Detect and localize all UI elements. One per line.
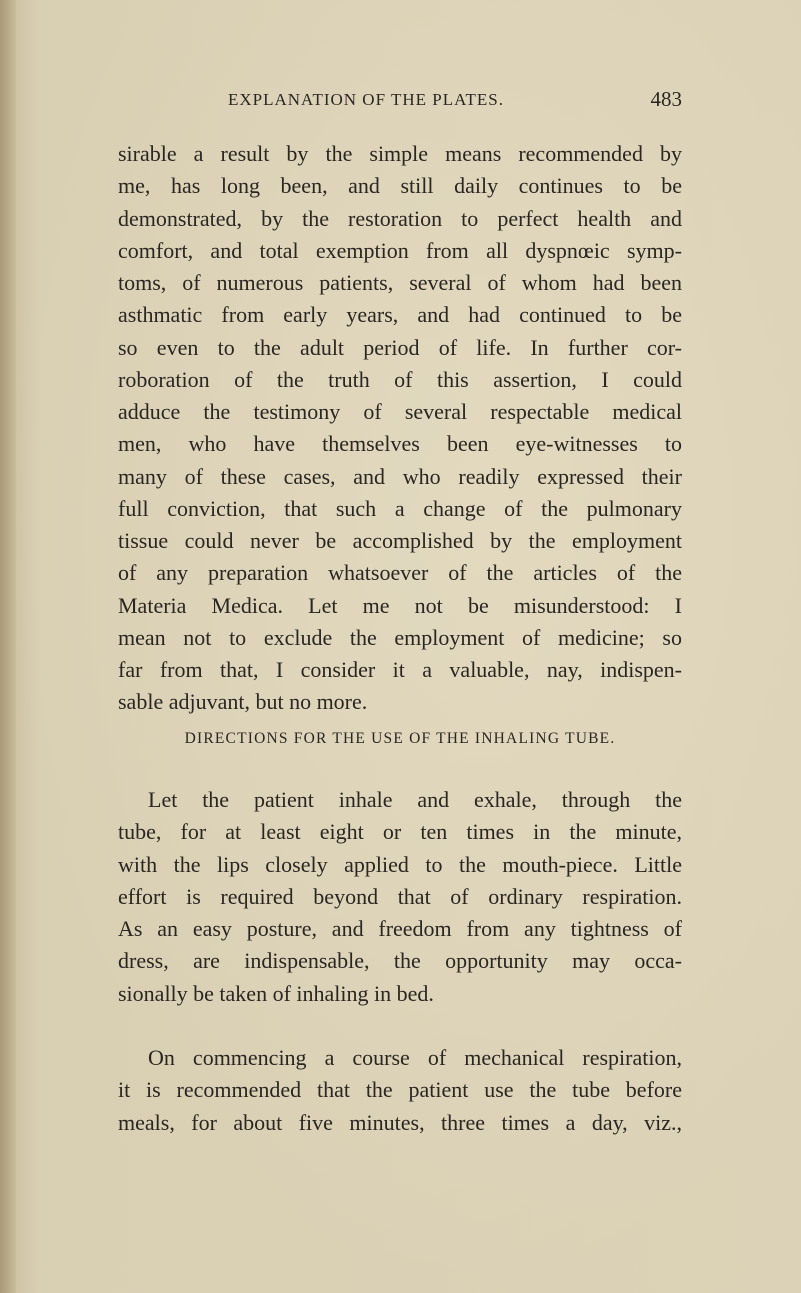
text-line: sirable a result by the simple means recommended by: [118, 141, 682, 166]
text-line: comfort, and total exemption from all dyspnœic symp-: [118, 237, 682, 263]
text-line: of any preparation whatsoever of the articles of the: [118, 560, 682, 586]
text-line: effort is required beyond that of ordinary respiration.: [118, 883, 682, 909]
text-line: adduce the testimony of several respectable medical: [118, 399, 682, 424]
text-line: many of these cases, and who readily expressed their: [118, 463, 682, 489]
text-line: it is recommended that the patient use the tube before: [118, 1077, 682, 1103]
text-line: meals, for about five minutes, three times a day, viz.,: [118, 1109, 682, 1135]
text-line: demonstrated, by the restoration to perfect health and: [118, 205, 682, 231]
text-line: so even to the adult period of life. In further cor-: [118, 334, 682, 360]
text-line: sable adjuvant, but no more.: [118, 689, 368, 715]
text-line: far from that, I consider it a valuable, nay, indispen-: [118, 657, 682, 682]
section-heading: DIRECTIONS FOR THE USE OF THE INHALING TUBE.: [184, 730, 616, 747]
paragraph-1: [118, 138, 682, 719]
text-line: asthmatic from early years, and had continued to be: [118, 302, 682, 328]
text-line: full conviction, that such a change of the pulmonary: [118, 495, 682, 521]
text-line: dress, are indispensable, the opportunity may occa-: [118, 948, 682, 974]
page-spine-shadow: [0, 0, 16, 1293]
text-line: toms, of numerous patients, several of whom had been: [118, 270, 682, 295]
text-line: men, who have themselves been eye-witnesses to: [118, 431, 682, 457]
running-title: EXPLANATION OF THE PLATES.: [228, 90, 504, 109]
text-line: me, has long been, and still daily continues to be: [118, 173, 682, 199]
text-line: Let the patient inhale and exhale, through the: [148, 787, 682, 812]
text-line: roboration of the truth of this assertion, I could: [118, 366, 682, 392]
text-line: Materia Medica. Let me not be misunderstood: I: [118, 592, 682, 618]
running-head: [228, 87, 682, 117]
text-line: sionally be taken of inhaling in bed.: [118, 980, 434, 1006]
page-number: 483: [650, 87, 682, 111]
text-line: tissue could never be accomplished by the employment: [118, 528, 682, 553]
paragraph-3: [118, 1042, 682, 1139]
text-line: On commencing a course of mechanical respiration,: [148, 1045, 682, 1070]
text-line: As an easy posture, and freedom from any tightness of: [118, 916, 682, 941]
text-line: mean not to exclude the employment of medicine; so: [118, 624, 682, 650]
paragraph-2: [118, 784, 682, 1010]
text-line: with the lips closely applied to the mouth-piece. Little: [118, 851, 682, 877]
text-line: tube, for at least eight or ten times in the minute,: [118, 819, 682, 845]
